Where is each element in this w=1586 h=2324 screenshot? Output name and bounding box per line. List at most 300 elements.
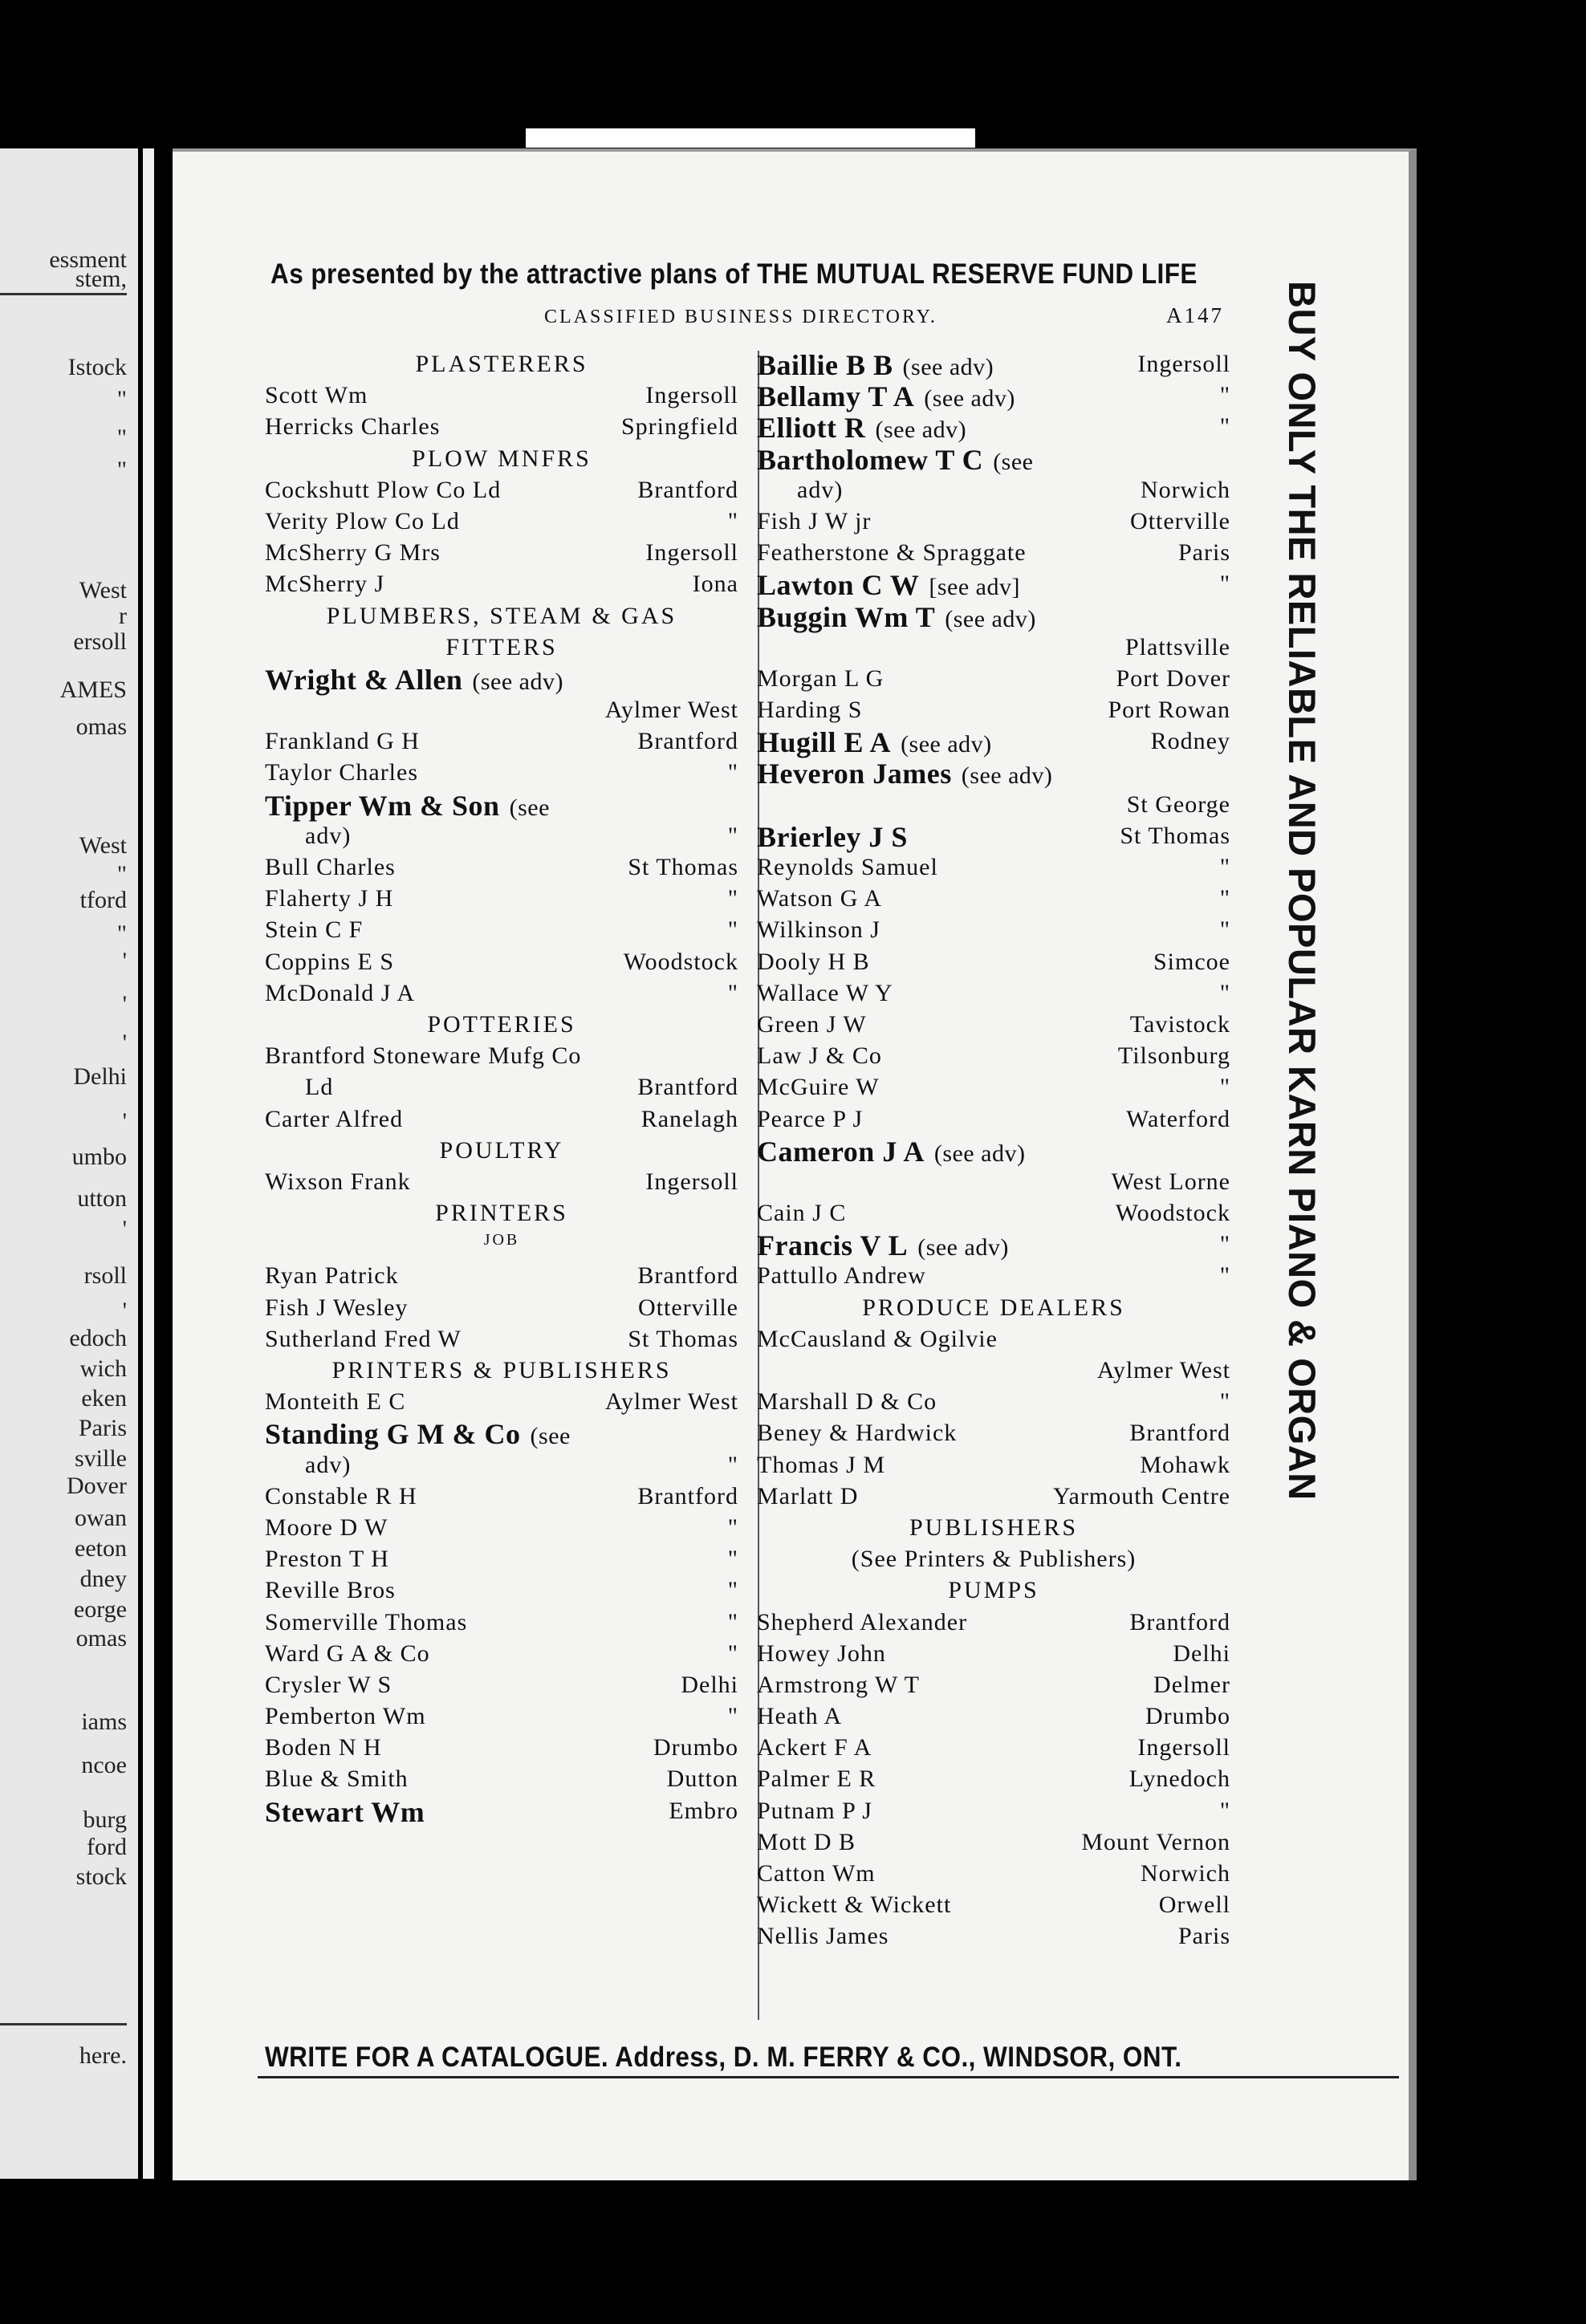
directory-entry bbox=[757, 1388, 1230, 1420]
previous-page-line: ersoll bbox=[73, 628, 127, 655]
entry-name-text: Tipper Wm & Son bbox=[265, 789, 500, 822]
section-heading bbox=[757, 1514, 1230, 1546]
entry-name bbox=[757, 1483, 858, 1510]
entry-place: Yarmouth Centre bbox=[1052, 1482, 1230, 1509]
entry-name-text: Cockshutt Plow Co Ld bbox=[265, 476, 502, 503]
see-adv-note: (see adv) bbox=[902, 354, 994, 380]
entry-place: Tilsonburg bbox=[1117, 1042, 1230, 1070]
entry-name bbox=[757, 665, 884, 693]
entry-name bbox=[757, 1011, 867, 1038]
entry-name-text: Moore D W bbox=[265, 1513, 388, 1541]
heading-text bbox=[757, 1577, 1230, 1604]
entry-place: " bbox=[1219, 1388, 1230, 1416]
entry-name bbox=[757, 443, 1033, 477]
directory-entry bbox=[757, 1106, 1230, 1137]
entry-name bbox=[265, 1672, 392, 1699]
previous-page-line: ' bbox=[122, 1108, 127, 1135]
directory-entry bbox=[757, 508, 1230, 539]
entry-name-text: Beney & Hardwick bbox=[757, 1420, 958, 1447]
previous-page-line: utton bbox=[77, 1185, 127, 1212]
directory-entry bbox=[757, 539, 1230, 571]
previous-page-line: owan bbox=[75, 1505, 127, 1531]
entry-place: " bbox=[1219, 916, 1230, 944]
entry-name-text: Ryan Patrick bbox=[265, 1262, 399, 1290]
entry-name bbox=[265, 1795, 425, 1829]
heading-text bbox=[757, 1514, 1230, 1542]
entry-name bbox=[757, 854, 938, 881]
entry-name bbox=[265, 1703, 426, 1730]
entry-name-text: Palmer E R bbox=[757, 1765, 876, 1793]
entry-name bbox=[757, 725, 992, 759]
entry-name bbox=[757, 411, 966, 445]
entry-place: Delhi bbox=[681, 1671, 738, 1698]
directory-entry bbox=[265, 539, 738, 571]
directory-entry bbox=[265, 980, 738, 1011]
section-heading bbox=[265, 1357, 738, 1388]
directory-entry bbox=[757, 571, 1230, 602]
entry-name-text: McDonald J A bbox=[265, 979, 415, 1006]
entry-name bbox=[265, 571, 384, 598]
directory-entry bbox=[265, 759, 738, 790]
entry-name bbox=[757, 1703, 842, 1730]
directory-entry bbox=[265, 1640, 738, 1672]
previous-page-line: " bbox=[116, 425, 127, 451]
entry-name-text: Green J W bbox=[757, 1010, 867, 1038]
entry-place: Brantford bbox=[637, 1482, 738, 1509]
directory-entry bbox=[265, 571, 738, 602]
directory-entry bbox=[757, 1640, 1230, 1672]
entry-name bbox=[265, 916, 363, 944]
entry-place: " bbox=[727, 979, 738, 1006]
entry-place: Ingersoll bbox=[1137, 1734, 1230, 1761]
entry-place: Brantford bbox=[637, 476, 738, 503]
entry-name bbox=[797, 477, 843, 504]
entry-name bbox=[265, 508, 460, 535]
entry-place: Brantford bbox=[637, 728, 738, 755]
entry-name-text: PRINTERS & PUBLISHERS bbox=[331, 1357, 672, 1383]
entry-place: Port Dover bbox=[1116, 664, 1230, 692]
entry-name-text: McSherry G Mrs bbox=[265, 539, 441, 567]
entry-name-text: Watson G A bbox=[757, 885, 882, 912]
directory-entry bbox=[757, 980, 1230, 1011]
directory-entry bbox=[757, 665, 1230, 697]
entry-name-text: Baillie B B bbox=[757, 349, 893, 381]
directory-entry bbox=[757, 1609, 1230, 1640]
entry-name bbox=[757, 1262, 926, 1290]
entry-place: Simcoe bbox=[1153, 948, 1230, 975]
previous-page-line: stock bbox=[75, 1863, 127, 1890]
entry-place: " bbox=[727, 1577, 738, 1604]
entry-name bbox=[757, 348, 994, 382]
directory-entry bbox=[757, 916, 1230, 948]
previous-page-line: Dover bbox=[67, 1473, 127, 1499]
entry-name-text: Wright & Allen bbox=[265, 663, 463, 696]
entry-place: Lynedoch bbox=[1128, 1765, 1230, 1793]
entry-place: Otterville bbox=[638, 1294, 738, 1321]
previous-page-line: rsoll bbox=[83, 1262, 127, 1289]
heading-text bbox=[757, 1294, 1230, 1322]
entry-place: Ingersoll bbox=[645, 539, 738, 567]
entry-name-text: Standing G M & Co bbox=[265, 1418, 521, 1451]
section-heading bbox=[265, 1200, 738, 1231]
see-adv-note: (see adv) bbox=[945, 605, 1036, 632]
entry-name bbox=[757, 1798, 872, 1825]
entry-place: Delmer bbox=[1153, 1671, 1230, 1698]
entry-place: Port Rowan bbox=[1108, 697, 1230, 724]
section-heading bbox=[265, 1011, 738, 1042]
directory-entry bbox=[265, 1609, 738, 1640]
entry-name bbox=[265, 885, 393, 912]
previous-page-line: " bbox=[116, 861, 127, 888]
entry-place: Paris bbox=[1178, 539, 1230, 567]
entry-name bbox=[265, 1609, 467, 1636]
entry-name-text: POULTRY bbox=[439, 1136, 564, 1164]
directory-entry bbox=[757, 1672, 1230, 1703]
entry-place: Rodney bbox=[1150, 728, 1230, 755]
see-adv-note: (see adv) bbox=[917, 1234, 1009, 1262]
directory-entry bbox=[757, 1765, 1230, 1797]
directory-entry bbox=[265, 885, 738, 916]
entry-name-text: Dooly H B bbox=[757, 948, 870, 975]
entry-name-text: Carter Alfred bbox=[265, 1105, 404, 1132]
previous-page-line: ' bbox=[122, 991, 127, 1018]
directory-entry bbox=[265, 1765, 738, 1797]
directory-entry bbox=[757, 1200, 1230, 1231]
entry-place: Dutton bbox=[666, 1765, 738, 1793]
entry-name-text: Lawton C W bbox=[757, 569, 920, 602]
previous-page-line: " bbox=[116, 386, 127, 412]
previous-page-line: omas bbox=[75, 713, 127, 740]
entry-name-text: Heveron James bbox=[757, 758, 952, 790]
directory-entry bbox=[757, 728, 1230, 759]
entry-place: " bbox=[1219, 1262, 1230, 1290]
directory-entry bbox=[265, 1546, 738, 1577]
entry-name-text: Catton Wm bbox=[757, 1860, 876, 1887]
entry-place: " bbox=[1219, 413, 1230, 441]
directory-entry bbox=[757, 949, 1230, 980]
heading-text bbox=[265, 1200, 738, 1227]
directory-entry bbox=[757, 1168, 1230, 1200]
entry-name-text: Reville Bros bbox=[265, 1577, 396, 1604]
entry-name-text: Boden N H bbox=[265, 1734, 382, 1761]
directory-entry bbox=[757, 1042, 1230, 1074]
entry-name bbox=[265, 1326, 462, 1353]
entry-place: " bbox=[1219, 979, 1230, 1006]
directory-entry bbox=[265, 854, 738, 885]
previous-page-line: ' bbox=[122, 1030, 127, 1056]
entry-name bbox=[265, 1417, 571, 1451]
entry-place: " bbox=[1219, 1074, 1230, 1101]
entry-place: Brantford bbox=[637, 1074, 738, 1101]
entry-place: Drumbo bbox=[653, 1734, 738, 1761]
directory-entry bbox=[757, 1829, 1230, 1860]
previous-page-line: iams bbox=[81, 1708, 127, 1735]
entry-name bbox=[265, 1577, 396, 1604]
entry-name-text: Monteith E C bbox=[265, 1388, 406, 1416]
entry-name-text: Heath A bbox=[757, 1703, 843, 1730]
entry-place: Otterville bbox=[1130, 507, 1230, 534]
previous-page-line: stem, bbox=[75, 266, 127, 292]
entry-name-text: FITTERS bbox=[445, 633, 558, 660]
directory-entry bbox=[757, 854, 1230, 885]
page-number: A147 bbox=[1166, 303, 1224, 327]
entry-name-text: Frankland G H bbox=[265, 728, 420, 755]
section-heading bbox=[265, 603, 738, 634]
directory-entry bbox=[265, 697, 738, 728]
previous-page-line: ncoe bbox=[81, 1752, 127, 1778]
entry-name bbox=[265, 854, 396, 881]
entry-name-text: Buggin Wm T bbox=[757, 600, 936, 633]
previous-page-line: eeton bbox=[75, 1535, 127, 1562]
entry-name-text: Constable R H bbox=[265, 1482, 417, 1509]
directory-entry bbox=[757, 791, 1230, 823]
subsection-heading bbox=[265, 1231, 738, 1262]
entry-name-text: PRINTERS bbox=[435, 1200, 568, 1227]
entry-name-text: Mott D B bbox=[757, 1828, 856, 1855]
entry-name bbox=[265, 1106, 403, 1133]
directory-entry bbox=[757, 1798, 1230, 1829]
entry-name-text: Harding S bbox=[757, 697, 863, 724]
entry-place: " bbox=[727, 507, 738, 534]
entry-name bbox=[757, 380, 1015, 413]
directory-entry bbox=[757, 1074, 1230, 1105]
entry-place: Ingersoll bbox=[645, 382, 738, 409]
entry-name-text: Scott Wm bbox=[265, 382, 368, 409]
entry-name-text: Wickett & Wickett bbox=[757, 1891, 952, 1919]
entry-name-text: Somerville Thomas bbox=[265, 1608, 468, 1635]
heading-text bbox=[265, 603, 738, 630]
see-adv-note: (see adv) bbox=[933, 1140, 1026, 1167]
directory-entry bbox=[757, 1420, 1230, 1451]
entry-name-text: Crysler W S bbox=[265, 1671, 392, 1698]
entry-place: Brantford bbox=[637, 1262, 738, 1290]
entry-name-text: Blue & Smith bbox=[265, 1765, 409, 1793]
side-advert-banner: BUY ONLY THE RELIABLE AND POPULAR KARN PIANO & ORGAN bbox=[1281, 281, 1324, 1501]
heading-text bbox=[265, 1137, 738, 1164]
entry-name-text: Pattullo Andrew bbox=[757, 1262, 926, 1290]
entry-name bbox=[757, 1640, 886, 1668]
directory-entry bbox=[757, 759, 1230, 790]
entry-name bbox=[757, 916, 880, 944]
entry-name bbox=[265, 477, 501, 504]
entry-name-text: Ward G A & Co bbox=[265, 1639, 430, 1667]
entry-name-text: adv) bbox=[305, 822, 352, 849]
directory-entry bbox=[757, 413, 1230, 445]
entry-name-text: Wallace W Y bbox=[757, 979, 893, 1006]
entry-place: Iona bbox=[692, 571, 738, 598]
entry-name-text: Marshall D & Co bbox=[757, 1388, 937, 1416]
entry-name-text: Law J & Co bbox=[757, 1042, 882, 1070]
entry-name bbox=[265, 1546, 389, 1573]
entry-place: " bbox=[1219, 885, 1230, 912]
section-heading bbox=[265, 1137, 738, 1168]
directory-entry bbox=[757, 382, 1230, 413]
entry-place: St Thomas bbox=[628, 1325, 738, 1352]
previous-page-rule bbox=[0, 2023, 127, 2025]
entry-name bbox=[305, 1452, 351, 1479]
entry-name-text: Coppins E S bbox=[265, 948, 395, 975]
directory-entry bbox=[757, 600, 1230, 634]
entry-name-text: Elliott R bbox=[757, 412, 866, 445]
bottom-rule bbox=[258, 2076, 1399, 2078]
previous-page-line: ' bbox=[122, 948, 127, 974]
entry-name-text: Cain J C bbox=[757, 1200, 847, 1227]
entry-place: Waterford bbox=[1126, 1105, 1230, 1132]
entry-name bbox=[757, 539, 1027, 567]
entry-name-text: Wilkinson J bbox=[757, 916, 880, 944]
entry-name bbox=[757, 1326, 998, 1353]
directory-entry bbox=[757, 1357, 1230, 1388]
entry-name bbox=[757, 600, 1036, 634]
entry-name bbox=[757, 949, 870, 976]
entry-place: " bbox=[727, 1639, 738, 1667]
entry-place: Aylmer West bbox=[1096, 1357, 1230, 1383]
directory-entry bbox=[265, 1294, 738, 1326]
directory-entry bbox=[757, 477, 1230, 508]
previous-page-line: ford bbox=[87, 1834, 127, 1860]
directory-entry bbox=[265, 382, 738, 413]
directory-entry bbox=[265, 1420, 738, 1451]
previous-page-line: here. bbox=[79, 2042, 127, 2069]
entry-name-text: McGuire W bbox=[757, 1074, 880, 1101]
entry-name-text: Brierley J S bbox=[757, 820, 908, 853]
entry-name-text: Francis V L bbox=[757, 1229, 909, 1262]
directory-entry bbox=[265, 1042, 738, 1074]
entry-place: Delhi bbox=[1173, 1639, 1230, 1667]
directory-entry bbox=[265, 1106, 738, 1137]
previous-page-line: AMES bbox=[59, 676, 127, 703]
previous-page-line: eken bbox=[81, 1385, 127, 1412]
entry-name-text: JOB bbox=[483, 1231, 520, 1249]
entry-place: " bbox=[1219, 571, 1230, 598]
entry-name bbox=[757, 885, 882, 912]
entry-place: Ranelagh bbox=[640, 1105, 738, 1132]
entry-name-text: adv) bbox=[797, 476, 844, 503]
entry-place: Brantford bbox=[1129, 1608, 1230, 1635]
page-binding bbox=[143, 148, 154, 2179]
entry-name-text: Sutherland Fred W bbox=[265, 1325, 462, 1352]
entry-name-text: PUBLISHERS bbox=[909, 1513, 1079, 1541]
entry-name bbox=[757, 757, 1052, 790]
entry-name-text: Ackert F A bbox=[757, 1734, 872, 1761]
see-adv-note: [see adv] bbox=[929, 574, 1020, 601]
previous-page-line: Istock bbox=[67, 354, 127, 380]
entry-name-text: Bartholomew T C bbox=[757, 443, 984, 476]
entry-name bbox=[757, 1609, 967, 1636]
heading-text bbox=[265, 351, 738, 378]
entry-place: Woodstock bbox=[623, 948, 738, 975]
directory-entry bbox=[757, 1923, 1230, 1954]
entry-place: St George bbox=[1126, 790, 1230, 818]
entry-name bbox=[305, 1074, 333, 1101]
see-adv-note: (see adv) bbox=[901, 731, 992, 758]
bottom-advert-banner: WRITE FOR A CATALOGUE. Address, D. M. FERRY & CO., WINDSOR, ONT. bbox=[265, 2042, 1182, 2073]
entry-name-text: Morgan L G bbox=[757, 664, 885, 692]
entry-name bbox=[265, 1734, 382, 1761]
entry-name-text: Flaherty J H bbox=[265, 885, 394, 912]
see-adv-note: (see bbox=[509, 794, 550, 821]
entry-name-text: adv) bbox=[305, 1451, 352, 1478]
entry-name-text: Putnam P J bbox=[757, 1797, 872, 1824]
entry-place: " bbox=[1219, 854, 1230, 880]
left-column bbox=[265, 351, 738, 1829]
entry-place: Drumbo bbox=[1145, 1703, 1230, 1730]
entry-place: Springfield bbox=[621, 413, 738, 441]
previous-page-line: West bbox=[79, 577, 127, 603]
directory-entry bbox=[265, 728, 738, 759]
entry-name-text: McSherry J bbox=[265, 571, 385, 598]
entry-name-text: PRODUCE DEALERS bbox=[862, 1294, 1125, 1321]
entry-name-text: Reynolds Samuel bbox=[757, 854, 938, 880]
entry-place: " bbox=[727, 1513, 738, 1541]
see-adv-note: (see adv) bbox=[961, 762, 1053, 790]
directory-entry bbox=[265, 1452, 738, 1483]
entry-place: " bbox=[1219, 1797, 1230, 1824]
previous-page-line: dney bbox=[79, 1566, 127, 1592]
entry-name-text: Featherstone & Spraggate bbox=[757, 539, 1027, 567]
directory-entry bbox=[265, 1734, 738, 1765]
entry-name bbox=[265, 1483, 417, 1510]
previous-page-line: ' bbox=[122, 1298, 127, 1324]
directory-entry bbox=[757, 1452, 1230, 1483]
section-heading bbox=[265, 634, 738, 665]
directory-entry bbox=[757, 1011, 1230, 1042]
entry-name bbox=[757, 1546, 1230, 1573]
directory-entry bbox=[265, 1483, 738, 1514]
see-adv-note: (see bbox=[993, 448, 1034, 475]
entry-name bbox=[265, 949, 394, 976]
entry-place: " bbox=[727, 759, 738, 786]
directory-entry bbox=[265, 1388, 738, 1420]
entry-name-text: Marlatt D bbox=[757, 1482, 859, 1509]
entry-place: Ingersoll bbox=[645, 1168, 738, 1195]
see-adv-note: (see adv) bbox=[472, 668, 563, 695]
entry-name-text: Howey John bbox=[757, 1639, 886, 1667]
directory-entry bbox=[265, 1577, 738, 1608]
entry-name bbox=[757, 1734, 872, 1761]
entry-place: St Thomas bbox=[1120, 822, 1230, 849]
entry-name bbox=[757, 568, 1020, 602]
directory-entry bbox=[757, 1231, 1230, 1262]
entry-place: Orwell bbox=[1158, 1891, 1230, 1919]
directory-entry bbox=[757, 1137, 1230, 1168]
directory-entry bbox=[265, 1703, 738, 1734]
entry-name bbox=[265, 1042, 581, 1070]
directory-entry bbox=[265, 1168, 738, 1200]
previous-page-line: West bbox=[79, 832, 127, 859]
entry-name bbox=[757, 1765, 876, 1793]
entry-name-text: PUMPS bbox=[948, 1577, 1039, 1604]
directory-entry bbox=[757, 1860, 1230, 1891]
entry-name-text: Taylor Charles bbox=[265, 759, 419, 786]
entry-name bbox=[757, 1135, 1025, 1168]
entry-name-text: Pearce P J bbox=[757, 1105, 864, 1132]
entry-place: Norwich bbox=[1141, 476, 1230, 503]
page-header-title: CLASSIFIED BUSINESS DIRECTORY. bbox=[544, 307, 937, 327]
entry-place: " bbox=[727, 1703, 738, 1730]
entry-name bbox=[265, 382, 368, 409]
entry-name-text: Wixson Frank bbox=[265, 1168, 411, 1195]
entry-name bbox=[265, 413, 440, 441]
entry-name bbox=[757, 1672, 920, 1699]
paper-tab bbox=[526, 128, 975, 148]
directory-entry bbox=[265, 508, 738, 539]
entry-name-text: Stewart Wm bbox=[265, 1795, 425, 1828]
entry-name-text: Shepherd Alexander bbox=[757, 1608, 968, 1635]
section-heading bbox=[265, 351, 738, 382]
directory-entry bbox=[757, 1891, 1230, 1923]
entry-name bbox=[265, 1262, 399, 1290]
